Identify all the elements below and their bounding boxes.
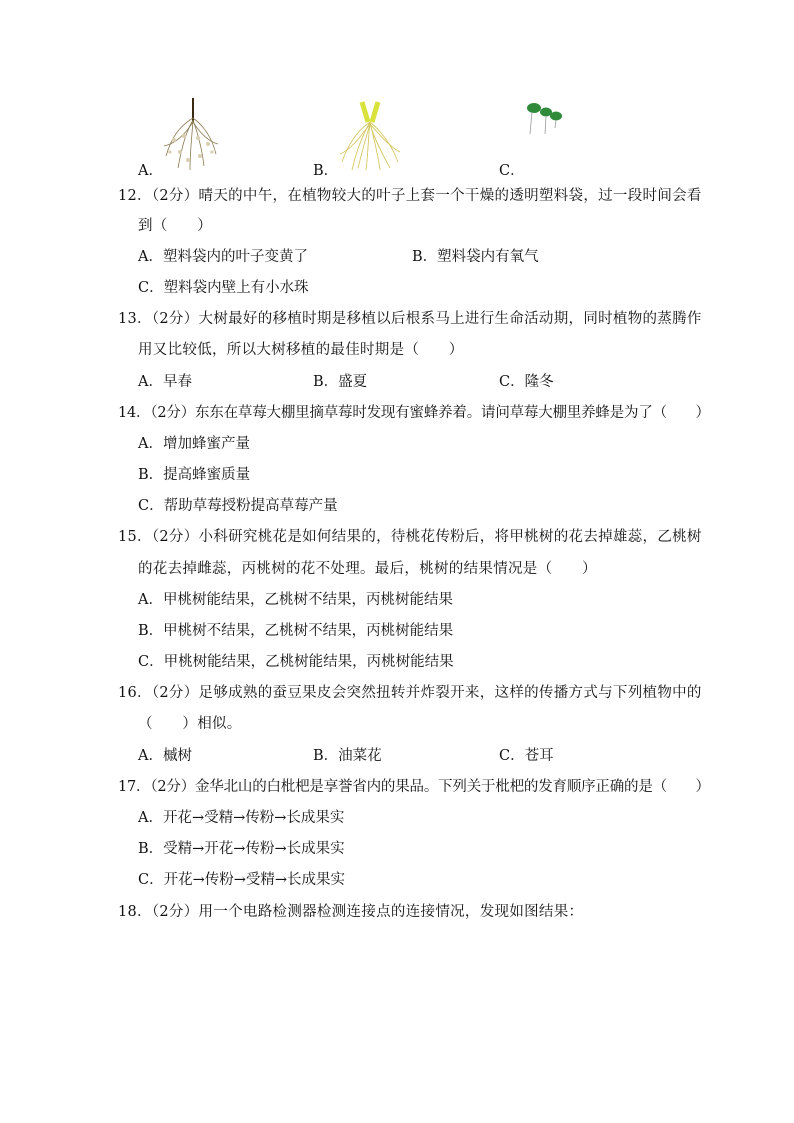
question-17-option-b: B．受精→开花→传粉→长成果实	[138, 841, 345, 857]
image-option-b-label: B．	[313, 163, 339, 179]
question-12-option-a: A．塑料袋内的叶子变黄了	[138, 249, 308, 265]
question-14-option-b: B．提高蜂蜜质量	[138, 467, 251, 483]
fibrous-root-image	[160, 96, 222, 172]
question-13-option-c: C．隆冬	[499, 374, 554, 390]
floating-seedlings-image	[520, 100, 566, 140]
question-13-option-a: A．早春	[138, 374, 192, 390]
question-12-line-2: 到（ ）	[138, 218, 212, 234]
image-option-a-label: A．	[138, 163, 163, 179]
question-13-line-1: 13．（2分）大树最好的移植时期是移植以后根系马上进行生命活动期，同时植物的蒸腾作	[118, 311, 702, 327]
question-15-option-c: C．甲桃树能结果，乙桃树能结果，丙桃树能结果	[138, 654, 454, 670]
question-14-option-c: C．帮助草莓授粉提高草莓产量	[138, 498, 338, 514]
question-17-line-1: 17．（2分）金华北山的白枇杷是享誉省内的果品。下列关于枇杷的发育顺序正确的是（ ）	[118, 779, 710, 795]
question-15-option-a: A．甲桃树能结果，乙桃树不结果，丙桃树能结果	[138, 592, 453, 608]
question-12-line-1: 12．（2分）晴天的中午，在植物较大的叶子上套一个干燥的透明塑料袋，过一段时间会看	[118, 188, 702, 204]
question-13-option-b: B．盛夏	[313, 374, 368, 390]
question-17-option-a: A．开花→受精→传粉→长成果实	[138, 810, 345, 826]
question-14-option-a: A．增加蜂蜜产量	[138, 436, 250, 452]
question-15-option-b: B．甲桃树不结果，乙桃树不结果，丙桃树能结果	[138, 623, 454, 639]
question-17-option-c: C．开花→传粉→受精→长成果实	[138, 872, 346, 888]
question-16-option-c: C．苍耳	[499, 748, 554, 764]
question-13-line-2: 用又比较低，所以大树移植的最佳时期是（ ）	[138, 342, 464, 358]
question-18-line-1: 18．（2分）用一个电路检测器检测连接点的连接情况，发现如图结果：	[118, 904, 584, 920]
question-16-option-b: B．油菜花	[313, 748, 382, 764]
root-system-image	[338, 100, 402, 172]
question-16-line-1: 16．（2分）足够成熟的蚕豆果皮会突然扭转并炸裂开来，这样的传播方式与下列植物中的	[118, 685, 702, 701]
question-15-line-2: 的花去掉雌蕊，丙桃树的花不处理。最后，桃树的结果情况是（ ）	[138, 561, 597, 577]
question-12-option-b: B．塑料袋内有氧气	[412, 249, 539, 265]
image-option-c-label: C．	[499, 163, 525, 179]
question-16-line-2: （ ）相似。	[138, 716, 242, 732]
question-12-option-c: C．塑料袋内壁上有小水珠	[138, 280, 309, 296]
question-16-option-a: A．槭树	[138, 748, 192, 764]
question-14-line-1: 14．（2分）东东在草莓大棚里摘草莓时发现有蜜蜂养着。请问草莓大棚里养蜂是为了（ ）	[118, 405, 710, 421]
question-15-line-1: 15．（2分）小科研究桃花是如何结果的，待桃花传粉后，将甲桃树的花去掉雄蕊，乙桃树	[118, 529, 702, 545]
